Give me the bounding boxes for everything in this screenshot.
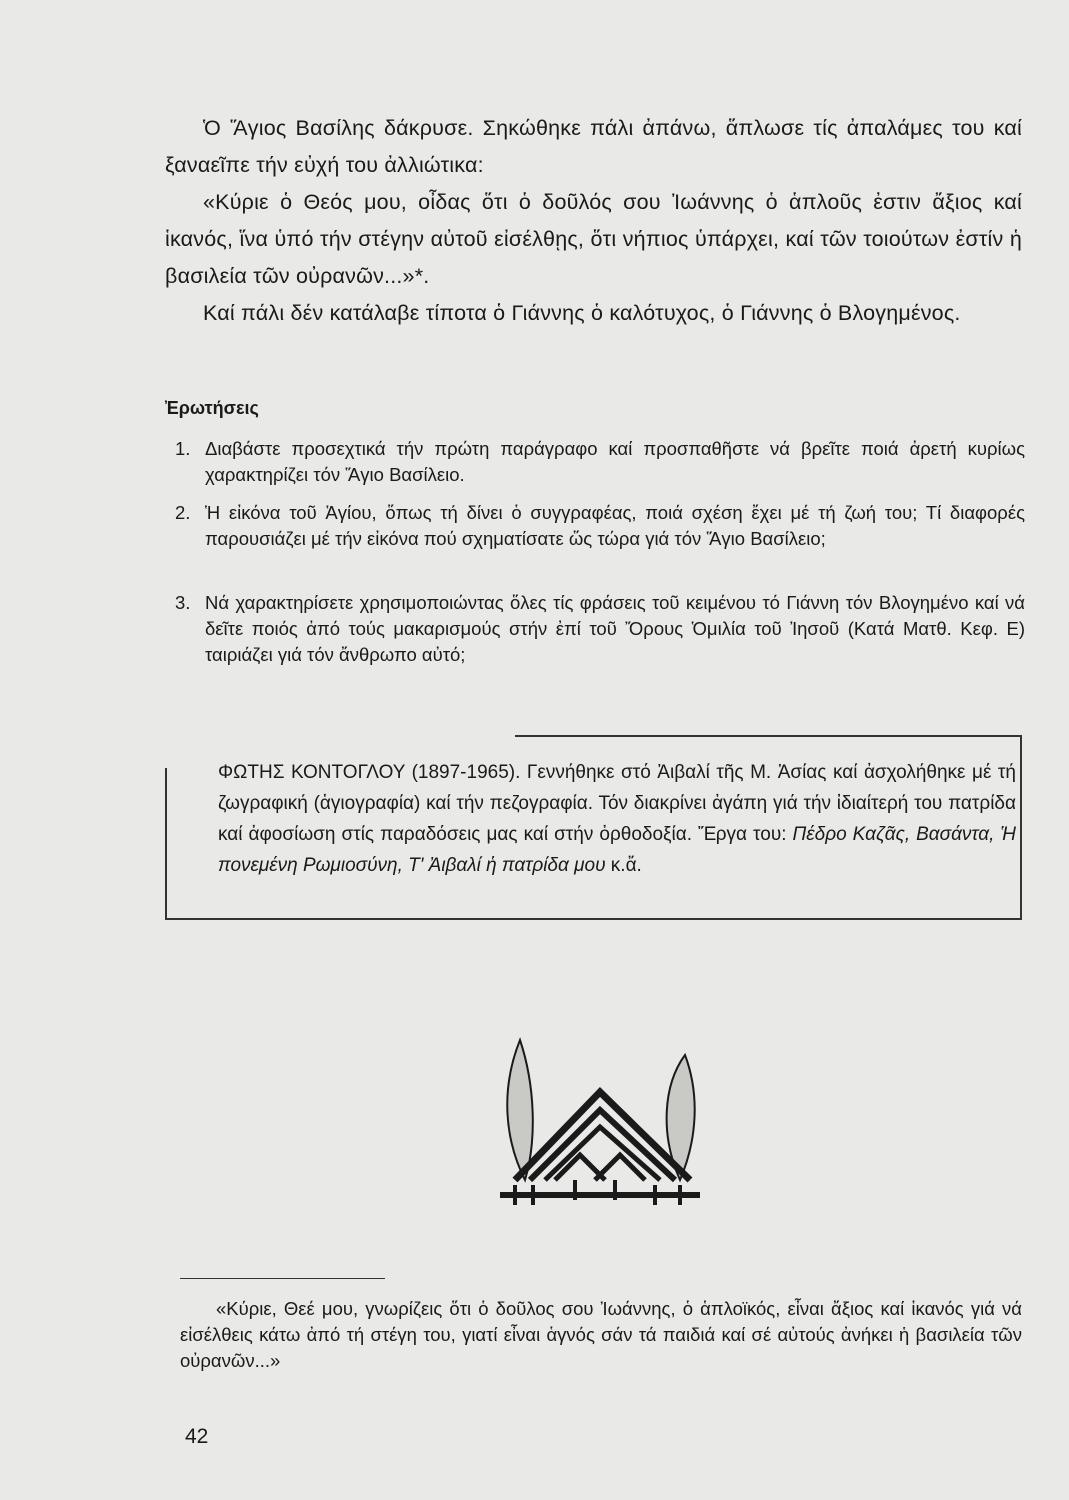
author-bio-text: ΦΩΤΗΣ ΚΟΝΤΟΓΛΟΥ (1897-1965). Γεννήθηκε στό Ἀιβαλί τῆς Μ. Ἀσίας καί ἀσχολήθηκε μέ τή ζωγραφική (ἁγιογραφία) καί τήν πεζογραφία. Τόν διακρίνει ἀγάπη γιά τήν ἰδιαίτερή του πατρίδα καί ἀφοσίωση στίς παραδόσεις μας καί στήν ὀρθοδοξία. Ἔργα του: <box>218 762 1016 845</box>
question-number: 1. <box>175 438 191 459</box>
page-number: 42 <box>185 1425 209 1448</box>
question-item <box>175 436 1025 488</box>
footnote-divider <box>180 1278 385 1279</box>
question-text: Διαβάστε προσεχτικά τήν πρώτη παράγραφο καί προσπαθῆστε νά βρεῖτε ποιά ἀρετή κυρίως χαρακτηρίζει τόν Ἅγιο Βασίλειο. <box>205 438 1025 485</box>
question-text: Νά χαρακτηρίσετε χρησιμοποιώντας ὅλες τίς φράσεις τοῦ κειμένου τό Γιάννη τόν Βλογημένο καί νά δεῖτε ποιός ἀπό τούς μακαρισμούς στήν ἐπί τοῦ Ὄρους Ὁμιλία τοῦ Ἰησοῦ (Κατά Ματθ. Κεφ. Ε) ταιριάζει γιά τόν ἄνθρωπο αὐτό; <box>205 592 1025 665</box>
paragraph-3: Καί πάλι δέν κατάλαβε τίποτα ὁ Γιάννης ὁ καλότυχος, ὁ Γιάννης ὁ Βλογημένος. <box>203 301 961 325</box>
footnote: «Κύριε, Θεέ μου, γνωρίζεις ὅτι ὁ δοῦλος σου Ἰωάννης, ὁ ἁπλοϊκός, εἶναι ἄξιος καί ἱκανός γιά νά εἰσέλθεις κάτω ἀπό τή στέγη του, γιατί εἶναι ἁγνός σάν τά παιδιά καί σέ αὐτούς ἀνήκει ἡ βασιλεία τῶν οὐρανῶν...» <box>180 1298 1022 1371</box>
question-number: 3. <box>175 592 191 613</box>
paragraph-2: «Κύριε ὁ Θεός μου, οἶδας ὅτι ὁ δοῦλός σου Ἰωάννης ὁ ἁπλοῦς ἐστιν ἄξιος καί ἱκανός, ἵνα ὑπό τήν στέγην αὐτοῦ εἰσέλθῃς, ὅτι νήπιος ὑπάρχει, καί τῶν τοιούτων ἐστίν ἡ βασιλεία τῶν οὐρανῶν...»*. <box>165 190 1022 288</box>
author-bio <box>218 757 1016 881</box>
question-text: Ἡ εἰκόνα τοῦ Ἁγίου, ὅπως τή δίνει ὁ συγγραφέας, ποιά σχέση ἔχει μέ τή ζωή του; Τί διαφορές παρουσιάζει μέ τήν εἰκόνα πού σχηματίσατε ὥς τώρα γιά τόν Ἅγιο Βασίλειο; <box>205 502 1025 549</box>
questions-heading: Ἐρωτήσεις <box>165 398 259 418</box>
question-item <box>175 500 1025 552</box>
author-bio-suffix: κ.ἄ. <box>605 855 642 876</box>
author-works: Πέδρο Καζᾶς, Βασάντα, Ἡ πονεμένη Ρωμιοσύνη, Τ' Ἀιβαλί ἡ πατρίδα μου <box>218 824 1016 876</box>
question-item <box>175 590 1025 668</box>
church-with-cypress-trees-icon <box>495 1030 705 1220</box>
question-number: 2. <box>175 502 191 523</box>
paragraph-1: Ὁ Ἅγιος Βασίλης δάκρυσε. Σηκώθηκε πάλι ἀπάνω, ἅπλωσε τίς ἀπαλάμες του καί ξαναεῖπε τήν εὐχή του ἀλλιώτικα: <box>165 116 1022 177</box>
